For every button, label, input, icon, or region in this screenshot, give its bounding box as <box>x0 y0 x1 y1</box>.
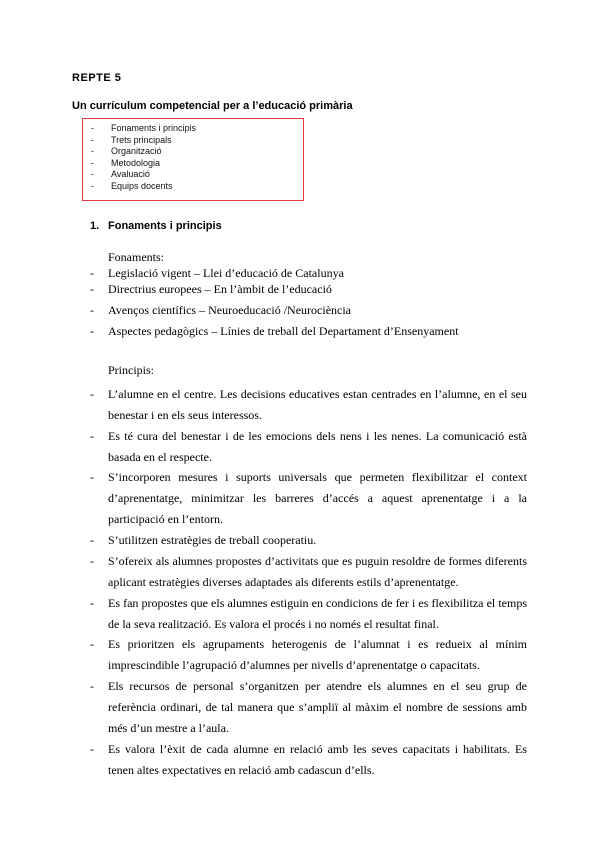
principi-item: - Es prioritzen els agrupaments heterogenis de l’alumnat i es redueix al mínim imprescindible l’agrupació d’alumnes per nivells d’aprenentatge o capacitats. <box>90 637 527 672</box>
fonament-item: - Directrius europees – En l’àmbit de l’educació <box>90 282 332 296</box>
principi-item: - S’utilitzen estratègies de treball cooperatiu. <box>90 533 317 547</box>
summary-box <box>82 118 304 201</box>
summary-item: - Equips docents <box>91 180 173 191</box>
fonament-item: - Legislació vigent – Llei d’educació de Catalunya <box>90 266 344 280</box>
summary-item: - Fonaments i principis <box>91 123 197 133</box>
fonament-item: - Aspectes pedagògics – Línies de treball del Departament d’Ensenyament <box>90 324 459 338</box>
fonament-item: - Avenços científics – Neuroeducació /Neurociència <box>90 303 351 317</box>
principi-item: - Es fan propostes que els alumnes estiguin en condicions de fer i es flexibilitza el temps de la seva realització. Es valora el procés i no només el resultat final. <box>90 596 527 631</box>
principi-item: - Es valora l’èxit de cada alumne en relació amb les seves capacitats i habilitats. Es tenen altes expectatives en relació amb cadascun d’ells. <box>90 742 527 777</box>
summary-list <box>91 123 196 193</box>
fonaments-label: Fonaments: <box>108 250 164 264</box>
principi-item: - L’alumne en el centre. Les decisions educatives estan centrades en l’alumne, en el seu benestar i en els seus interessos. <box>90 387 527 422</box>
document-title: Un currículum competencial per a l’educació primària <box>72 100 353 112</box>
section-heading: 1. Fonaments i principis <box>90 220 222 232</box>
principi-item: - S’incorporen mesures i suports universals que permeten flexibilitzar el context d’aprenentatge, minimitzar les barreres d’accés a aquest aprenentatge i a la participació en l’entorn. <box>90 470 527 526</box>
summary-item: - Avaluació <box>91 169 150 180</box>
principi-item: - Els recursos de personal s’organitzen per atendre els alumnes en el seu grup de referència ordinari, de tal manera que s’ampliï al màxim el nombre de sessions amb més d’un mestre a l’aula. <box>90 679 527 735</box>
principis-label: Principis: <box>108 363 155 377</box>
principi-item: - S’ofereix als alumnes propostes d’activitats que es puguin resoldre de formes diferents aplicant estratègies diverses adaptades als diferents estils d’aprenentatge. <box>90 554 527 589</box>
challenge-heading: REPTE 5 <box>72 72 122 84</box>
summary-item: - Trets principals <box>91 134 172 145</box>
summary-item: - Organització <box>91 146 162 157</box>
principi-item: - Es té cura del benestar i de les emocions dels nens i les nenes. La comunicació està basada en el respecte. <box>90 429 527 464</box>
summary-item: - Metodologia <box>91 157 161 168</box>
